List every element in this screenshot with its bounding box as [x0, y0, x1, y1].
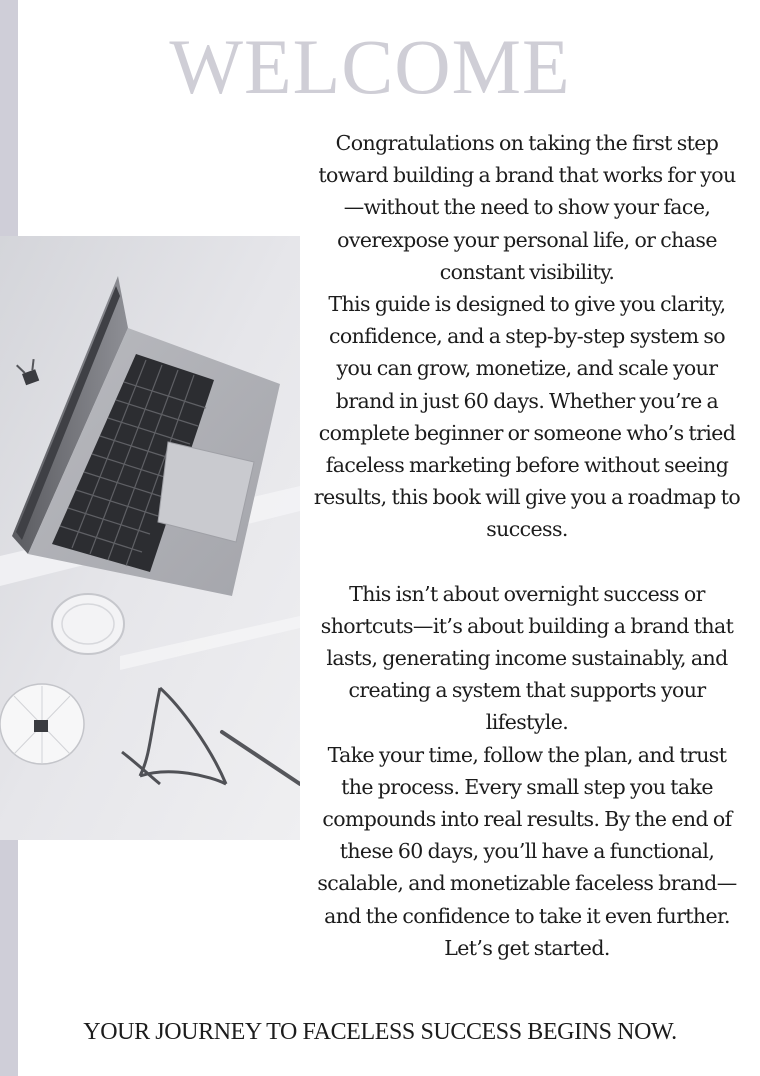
paragraph-congratulations: Congratulations on taking the first step toward building a brand that works for you—without the need to show your face, overexpose your personal life, or chase constant visibility.: [318, 131, 736, 284]
paragraph-follow-plan: Take your time, follow the plan, and trust the process. Every small step you take compounds into real results. By the end of these 60 days, you’ll have a functional, scalable, and monetizable faceless brand—and the confidence to take it even further.: [317, 742, 737, 928]
paragraph-spacer: [312, 546, 742, 578]
welcome-body-text: [312, 127, 742, 964]
paragraph-no-shortcuts: This isn’t about overnight success or shortcuts—it’s about building a brand that lasts, generating income sustainably, and creating a system that supports your lifestyle.: [320, 581, 734, 735]
closing-tagline: YOUR JOURNEY TO FACELESS SUCCESS BEGINS NOW.: [83, 1019, 677, 1045]
laptop-desk-photo: [0, 236, 300, 840]
paragraph-lets-get-started: Let’s get started.: [444, 935, 610, 960]
page-title: WELCOME: [169, 23, 571, 110]
paragraph-guide-purpose: This guide is designed to give you clarity, confidence, and a step-by-step system so you can grow, monetize, and scale your brand in just 60 days. Whether you’re a complete beginner or someone who’s tried faceless marketing before without seeing results, this book will give you a roadmap to success.: [313, 292, 741, 542]
